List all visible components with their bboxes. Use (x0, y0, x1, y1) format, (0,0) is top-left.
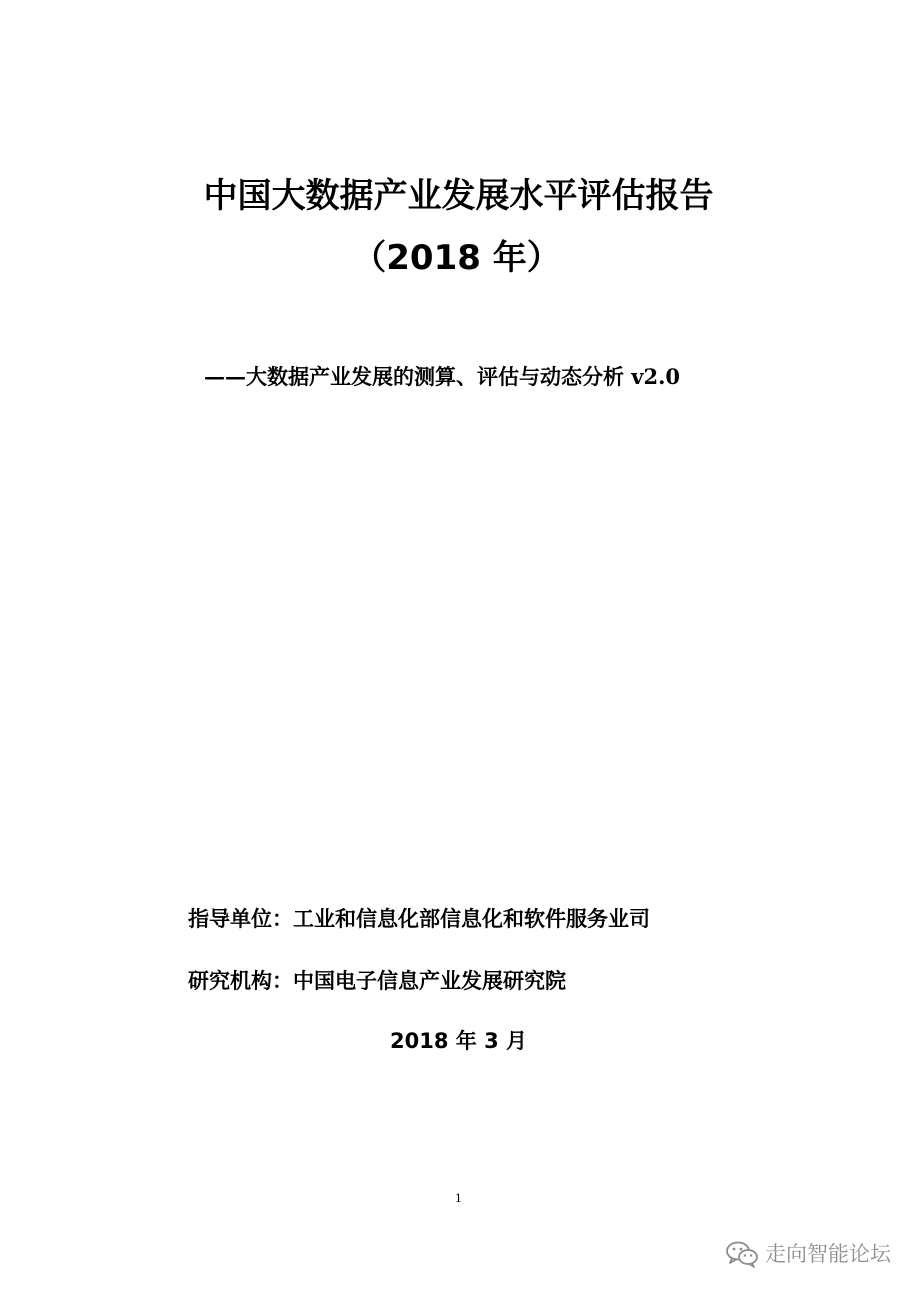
watermark-text: 走向智能论坛 (765, 1242, 891, 1266)
report-subtitle: ——大数据产业发展的测算、评估与动态分析 v2.0 (204, 364, 681, 389)
report-year: （2018 年） (352, 238, 561, 278)
page-number: 1 (455, 1192, 462, 1205)
report-title: 中国大数据产业发展水平评估报告 (203, 176, 714, 216)
wechat-icon (725, 1240, 759, 1268)
research-institute: 研究机构：中国电子信息产业发展研究院 (188, 969, 566, 993)
guidance-unit: 指导单位：工业和信息化部信息化和软件服务业司 (188, 907, 650, 931)
publication-date: 2018 年 3 月 (390, 1029, 527, 1053)
watermark (725, 1240, 891, 1268)
